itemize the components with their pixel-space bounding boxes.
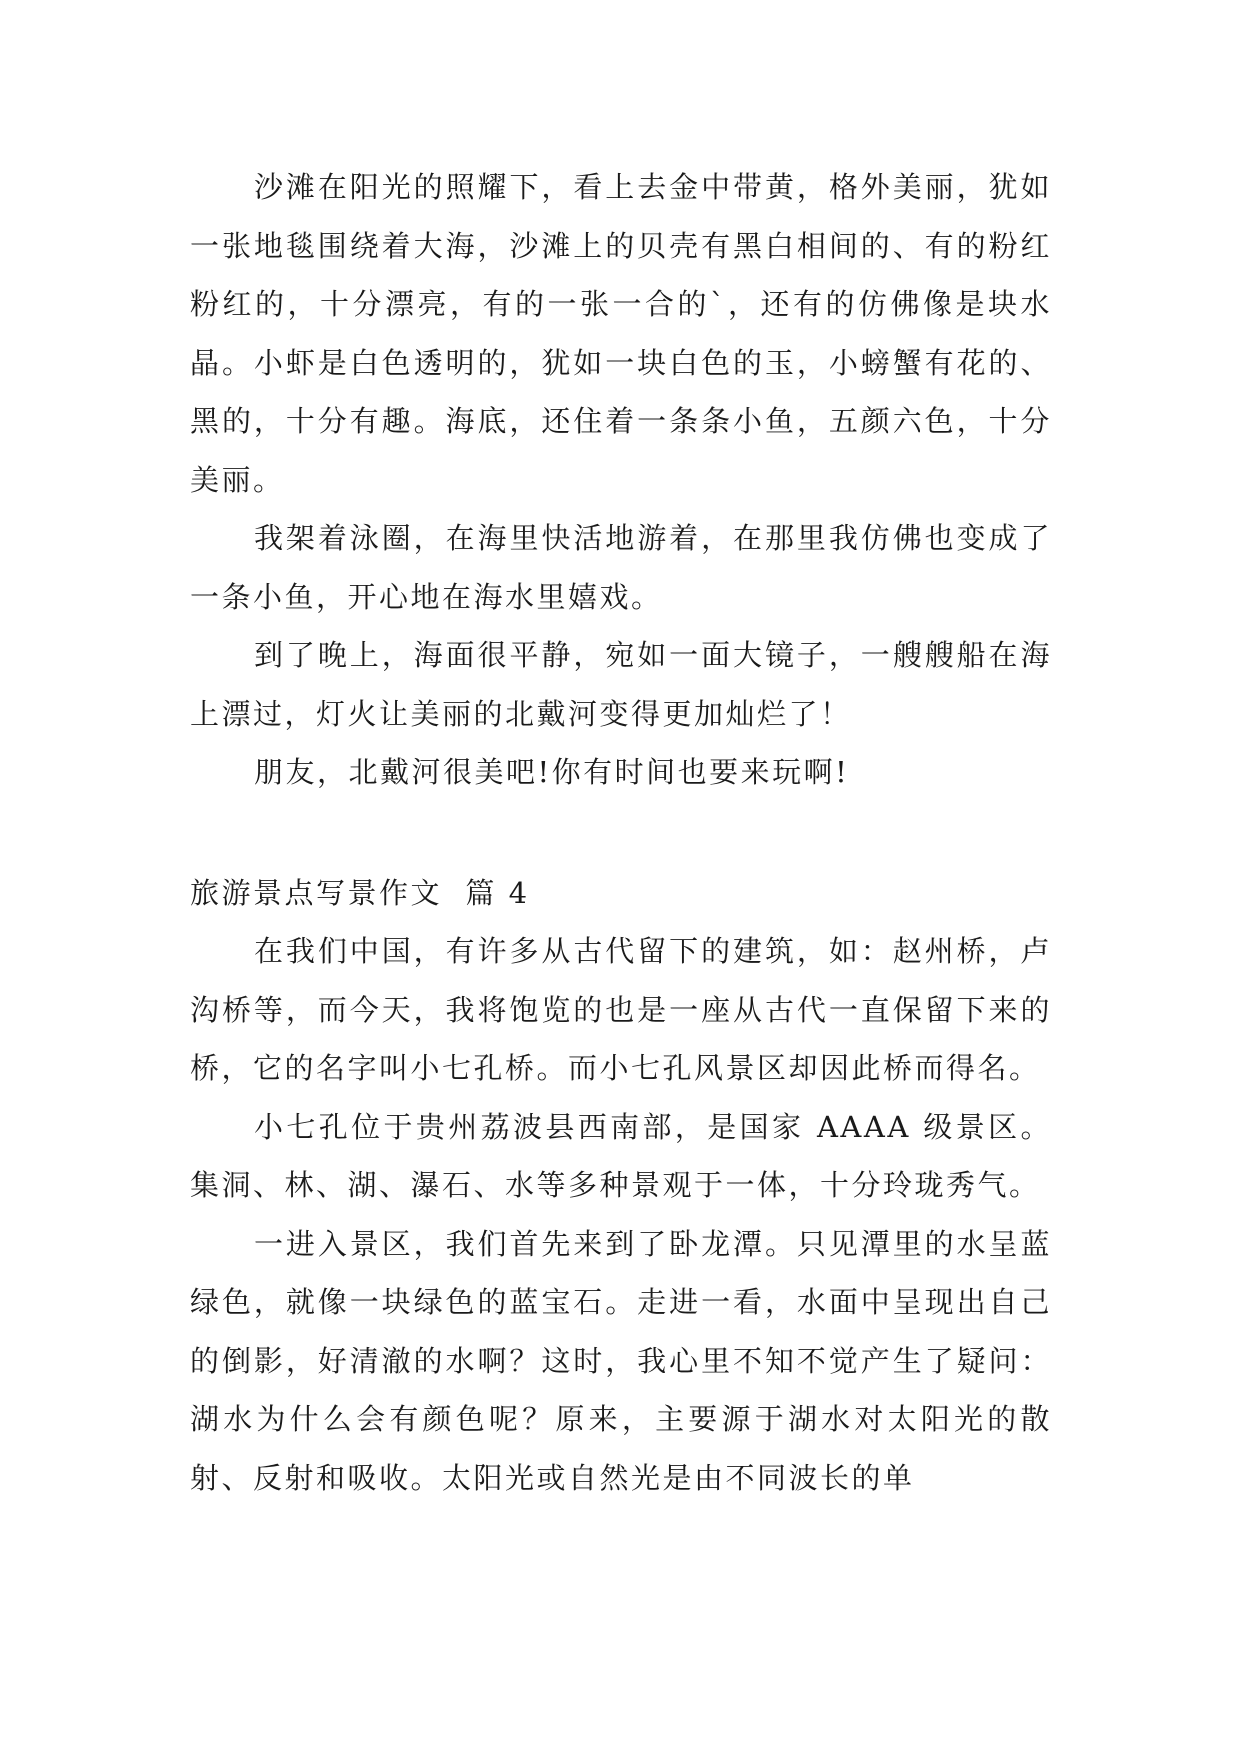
paragraph: 我架着泳圈，在海里快活地游着，在那里我仿佛也变成了一条小鱼，开心地在海水里嬉戏。: [190, 521, 1052, 614]
paragraph: 沙滩在阳光的照耀下，看上去金中带黄，格外美丽，犹如一张地毯围绕着大海，沙滩上的贝壳有黑白相间的、有的粉红粉红的，十分漂亮，有的一张一合的`，还有的仿佛像是块水晶。小虾是白色透明的，犹如一块白色的玉，小螃蟹有花的、黑的，十分有趣。海底，还住着一条条小鱼，五颜六色，十分美丽。: [190, 170, 1052, 497]
paragraph: 朋友，北戴河很美吧!你有时间也要来玩啊!: [254, 755, 850, 789]
section-spacer: [190, 802, 1052, 864]
paragraph: 一进入景区，我们首先来到了卧龙潭。只见潭里的水呈蓝绿色，就像一块绿色的蓝宝石。走进一看，水面中呈现出自己的倒影，好清澈的水啊？这时，我心里不知不觉产生了疑问：湖水为什么会有颜色呢？原来，主要源于湖水对太阳光的散射、反射和吸收。太阳光或自然光是由不同波长的单: [190, 1226, 1052, 1495]
document-page: [190, 158, 1052, 1507]
section-heading: 旅游景点写景作文 篇 4: [190, 875, 530, 910]
paragraph: 在我们中国，有许多从古代留下的建筑，如：赵州桥，卢沟桥等，而今天，我将饱览的也是一座从古代一直保留下来的桥，它的名字叫小七孔桥。而小七孔风景区却因此桥而得名。: [190, 934, 1052, 1085]
paragraph: 小七孔位于贵州荔波县西南部，是国家 AAAA 级景区。集洞、林、湖、瀑石、水等多种景观于一体，十分玲珑秀气。: [190, 1109, 1052, 1202]
paragraph: 到了晚上，海面很平静，宛如一面大镜子，一艘艘船在海上漂过，灯火让美丽的北戴河变得更加灿烂了！: [190, 638, 1052, 731]
